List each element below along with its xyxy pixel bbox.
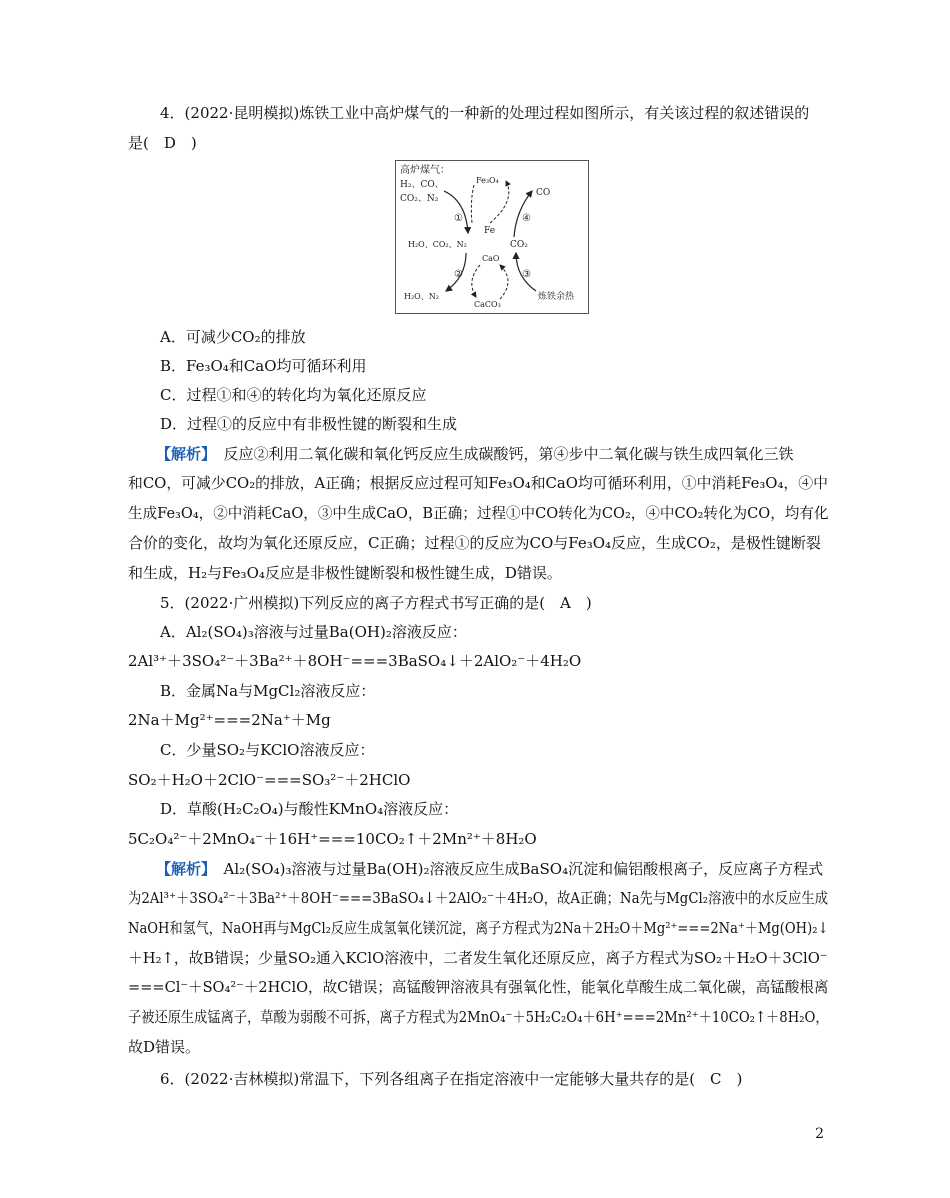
arrow-step1 xyxy=(444,191,468,233)
diagram-gas-line2: CO₂、N₂ xyxy=(400,194,439,204)
q4-analysis-line1 xyxy=(156,444,794,464)
q4-option-d: D．过程①的反应中有非极性键的断裂和生成 xyxy=(160,415,458,433)
diagram-step3: ③ xyxy=(522,269,531,280)
diagram-bottom-left-label: H₂O、N₂ xyxy=(404,292,439,301)
q5-equation-a: 2Al³⁺＋3SO₄²⁻＋3Ba²⁺＋8OH⁻===3BaSO₄↓＋2AlO₂⁻＋4H₂O xyxy=(128,652,582,670)
q4-analysis-line4: 合价的变化，故均为氧化还原反应，C正确；过程①的反应为CO与Fe₃O₄反应，生成CO₂，是极性键断裂 xyxy=(128,534,821,552)
q4-analysis-tag: 【解析】 xyxy=(156,445,209,463)
diagram-step4: ④ xyxy=(522,213,531,224)
diagram-step2: ② xyxy=(454,269,463,280)
q4-analysis-line5: 和生成，H₂与Fe₃O₄反应是非极性键断裂和极性键生成，D错误。 xyxy=(128,564,562,582)
q5-option-a: A．Al₂(SO₄)₃溶液与过量Ba(OH)₂溶液反应： xyxy=(160,623,467,641)
q5-analysis-tag: 【解析】 xyxy=(156,860,209,878)
q5-analysis-line5: ===Cl⁻＋SO₄²⁻＋2HClO，故C错误；高锰酸钾溶液具有强氧化性，能氧化草酸生成二氧化碳，高锰酸根离 xyxy=(128,978,829,996)
q4-option-b: B．Fe₃O₄和CaO均可循环利用 xyxy=(160,357,367,375)
arrow-fe-dashed xyxy=(490,181,509,223)
diagram-caco3-label: CaCO₃ xyxy=(474,300,501,309)
diagram-fe3o4-label: Fe₃O₄ xyxy=(476,176,499,185)
arrow-fe3o4-dashed xyxy=(471,185,474,223)
q4-analysis-line2: 和CO，可减少CO₂的排放，A正确；根据反应过程可知Fe₃O₄和CaO均可循环利用，①中消耗Fe₃O₄，④中 xyxy=(128,474,828,492)
q5-analysis-line4: ＋H₂↑，故B错误；少量SO₂通入KClO溶液中，二者发生氧化还原反应，离子方程式为SO₂＋H₂O＋3ClO⁻ xyxy=(128,949,828,967)
diagram-step1: ① xyxy=(454,213,463,224)
process-diagram-svg xyxy=(396,161,588,313)
q5-analysis-line2: 为2Al³⁺＋3SO₄²⁻＋3Ba²⁺＋8OH⁻===3BaSO₄↓＋2AlO₂⁻＋4H₂O，故A正确；Na先与MgCl₂溶液中的水反应生成 xyxy=(128,889,829,907)
q5-option-d: D．草酸(H₂C₂O₄)与酸性KMnO₄溶液反应： xyxy=(160,800,459,818)
q4-analysis-line3: 生成Fe₃O₄，②中消耗CaO，③中生成CaO，B正确；过程①中CO转化为CO₂，④中CO₂转化为CO，均有化 xyxy=(128,504,829,522)
arrow-caco3-dashed xyxy=(472,265,480,297)
q5-equation-b: 2Na＋Mg²⁺===2Na⁺＋Mg xyxy=(128,711,331,729)
diagram-co2-label: CO₂ xyxy=(510,240,528,250)
q4-stem-line1: 4．(2022·昆明模拟)炼铁工业中高炉煤气的一种新的处理过程如图所示，有关该过程的叙述错误的 xyxy=(160,104,810,122)
q5-stem: 5．(2022·广州模拟)下列反应的离子方程式书写正确的是( A ) xyxy=(160,594,592,612)
q5-analysis-line3: NaOH和氢气，NaOH再与MgCl₂反应生成氢氧化镁沉淀，离子方程式为2Na＋2H₂O＋Mg²⁺===2Na⁺＋Mg(OH)₂↓ xyxy=(128,919,829,937)
q4-option-c: C．过程①和④的转化均为氧化还原反应 xyxy=(160,386,427,404)
q6-stem: 6．(2022·吉林模拟)常温下，下列各组离子在指定溶液中一定能够大量共存的是( C ) xyxy=(160,1070,743,1088)
q5-option-b: B．金属Na与MgCl₂溶液反应： xyxy=(160,682,376,700)
q5-equation-d: 5C₂O₄²⁻＋2MnO₄⁻＋16H⁺===10CO₂↑＋2Mn²⁺＋8H₂O xyxy=(128,830,537,848)
q4-stem-line2: 是( D ) xyxy=(128,134,197,152)
diagram-gas-line1: H₂、CO、 xyxy=(400,180,444,190)
process-diagram xyxy=(395,160,589,314)
page-number: 2 xyxy=(815,1126,824,1142)
q5-analysis-line1 xyxy=(156,859,823,879)
q4-analysis-text-1: 反应②利用二氧化碳和氧化钙反应生成碳酸钙，第④步中二氧化碳与铁生成四氧化三铁 xyxy=(208,445,794,463)
q5-analysis-line7: 故D错误。 xyxy=(128,1038,201,1056)
diagram-mid-label: H₂O、CO₂、N₂ xyxy=(408,240,467,249)
diagram-co-label: CO xyxy=(536,188,551,198)
diagram-heat-label: 炼铁余热 xyxy=(538,292,575,302)
arrow-cao-dashed xyxy=(500,265,508,299)
q5-analysis-line6: 子被还原生成锰离子，草酸为弱酸不可拆，离子方程式为2MnO₄⁻＋5H₂C₂O₄＋6H⁺===2Mn²⁺＋10CO₂↑＋8H₂O， xyxy=(128,1008,829,1026)
diagram-fe-label: Fe xyxy=(484,226,496,236)
q5-equation-c: SO₂＋H₂O＋2ClO⁻===SO₃²⁻＋2HClO xyxy=(128,771,411,789)
q5-analysis-text-1: Al₂(SO₄)₃溶液与过量Ba(OH)₂溶液反应生成BaSO₄沉淀和偏铝酸根离子，反应离子方程式 xyxy=(208,860,824,878)
diagram-cao-label: CaO xyxy=(482,254,500,263)
diagram-title: 高炉煤气： xyxy=(400,165,450,176)
q4-option-a: A．可减少CO₂的排放 xyxy=(160,328,306,346)
q5-option-c: C．少量SO₂与KClO溶液反应： xyxy=(160,741,375,759)
